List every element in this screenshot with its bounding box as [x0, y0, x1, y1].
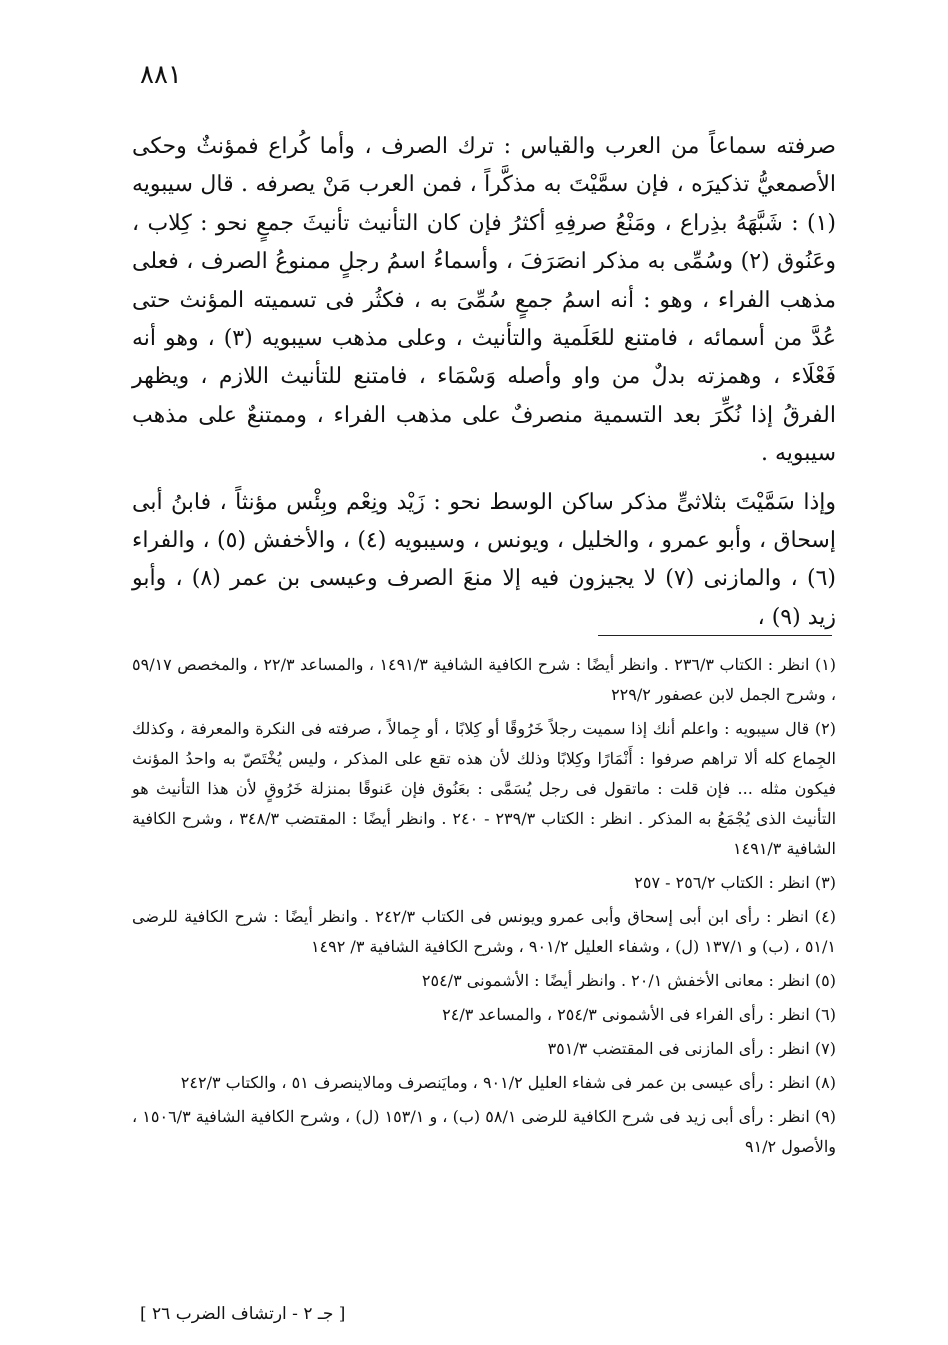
footnote-separator [598, 635, 832, 636]
footnote-7: (٧) انظر : رأى المازنى فى المقتضب ٣٥١/٣ [547, 1039, 836, 1058]
footnote-6: (٦) انظر : رأى الفراء فى الأشمونى ٢٥٤/٣ ، والمساعد ٢٤/٣ [442, 1005, 836, 1024]
main-paragraph: وإذا سَمَّيْتَ بثلاثىٍّ مذكر ساكن الوسط نحو : زَيْد ونِعْم وبِئْس مؤنثاً ، فابنُ أبى إسحاق ، وأبو عمرو ، والخليل ، ويونس ، وسيبويه (٤) ، والأخفش (٥) ، والفراء (٦) ، والمازنى (٧) لا يجيزون فيه إلا منعَ الصرف وعيسى بن عمر (٨) ، وأبو زيد (٩) ، [132, 489, 837, 630]
main-text [132, 128, 836, 637]
footnote-3: (٣) انظر : الكتاب ٢٥٦/٢ - ٢٥٧ [634, 873, 836, 892]
footnote-1: (١) انظر : الكتاب ٢٣٦/٣ . وانظر أيضًا : شرح الكافية الشافية ١٤٩١/٣ ، والمساعد ٢٢/٣ ، والمخصص ٥٩/١٧ ، وشرح الجمل لابن عصفور ٢٢٩/٢ [132, 655, 837, 704]
main-paragraph: صرفته سماعاً من العرب والقياس : ترك الصرف ، وأما كُراع فمؤنثٌ وحكى الأصمعيُّ تذكيرَه ، فإن سمَّيْتَ به مذكَّراً ، فمن العرب مَنْ يصرفه . قال سيبويه (١) : شَبَّهَهُ بذِراع ، ومَنْعُ صرفِهِ أكثرُ فإن كان التأنيث تأنيثَ جمعٍ نحو : كِلاب ، وعَنُوق (٢) وسُمِّى به مذكر انصَرَفَ ، وأسماءُ اسمُ رجلٍ ممنوعُ الصرف ، فعلى مذهب الفراء ، وهو : أنه اسمُ جمعٍ سُمِّىَ به ، فكثُر فى تسميته المؤنث حتى عُدَّ من أسمائه ، فامتنع للعَلَمية والتأنيث ، وعلى مذهب سيبويه (٣) ، وهو أنه فَعْلَاء ، وهمزته بدلٌ من واو وأصله وَسْمَاء ، فامتنع للتأنيث اللازم ، ويظهر الفرقُ إذا نُكِّرَ بعد التسمية منصرفٌ على مذهب الفراء ، وممتنعٌ على مذهب سيبويه . [132, 134, 837, 467]
footnote-5: (٥) انظر : معانى الأخفش ٢٠/١ . وانظر أيضًا : الأشمونى ٢٥٤/٣ [421, 971, 836, 990]
footnote-4: (٤) انظر : رأى ابن أبى إسحاق وأبى عمرو ويونس فى الكتاب ٢٤٢/٣ . وانظر أيضًا : شرح الكافية للرضى ٥١/١ ، (ب) و ١٣٧/١ (ل) ، وشفاء العليل ٩٠١/٢ ، وشرح الكافية الشافية ٣/ ١٤٩٢ [132, 907, 837, 956]
footnote-2: (٢) قال سيبويه : واعلم أنك إذا سميت رجلاً خَرُوقًا أو كِلابًا ، أو جِمالاً ، صرفته فى النكرة والمعرفة ، وكذلك الجِماع كله ألا تراهم صرفوا : أَنْمَارًا وكِلابًا وذلك لأن هذه تقع على المذكر ، وليس يُخْتَصّ به واحدُ المؤنث فيكون مثله ... فإن قلت : ماتقول فى رجل يُسَمَّى : بعَنُوق فإن عَنوقًا بمنزلة خَرُوقٍ لأن هذا التأنيث هو التأنيث الذى يُجْمَعُ به المذكر . انظر : الكتاب ٢٣٩/٣ - ٢٤٠ . وانظر أيضًا : المقتضب ٣٤٨/٣ ، وشرح الكافية الشافية ١٤٩١/٣ [132, 719, 837, 858]
footnote-9: (٩) انظر : رأى أبى زيد فى شرح الكافية للرضى ٥٨/١ (ب) ، و ١٥٣/١ (ل) ، وشرح الكافية الشافية ١٥٠٦/٣ ، والأصول ٩١/٢ [132, 1107, 837, 1156]
printer-signature: [ جـ ٢ - ارتشاف الضرب ٢٦ ] [140, 1304, 346, 1324]
footnote-8: (٨) انظر : رأى عيسى بن عمر فى شفاء العليل ٩٠١/٢ ، ومايَنصرف ومالاينصرف ٥١ ، والكتاب ٢٤٢/٣ [180, 1073, 836, 1092]
page-number: ٨٨١ [140, 60, 182, 90]
footnotes [132, 650, 836, 1166]
